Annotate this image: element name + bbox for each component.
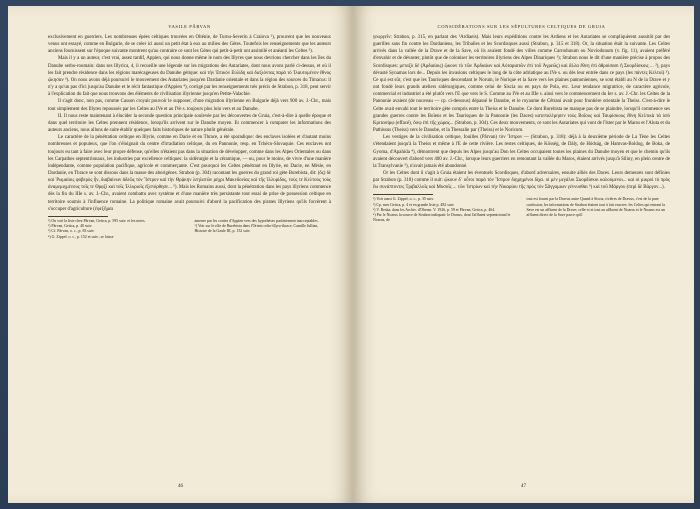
footnote: amener par les contes d'Appien vers des hypothèses parfaitement inacceptables. xyxy=(194,218,319,223)
paragraph: Les vestiges de la civilisation celtique, fouilles (Pârvan) τὸν Ἴστρον — (Strabon, p. 318): déjà à la deuxième période de La Tène les Celtes s'étendaient jusqu'à la Theiss et même à l'E de cette rivière. Les restes celtiques, de Kösség, de Dály, de Hódság, de Hamvas-Boldog, de Boka, de Gyoma, d'Apahida ⁴), démontrent que depuis les Alpes jusqu'au Don les Celtes occupaient toutes les plaines du Danube moyen et que le chemin qu'ils avaient découvert d'abord vers 400 av. J.-Chr., lorsque leurs guerriers en remontant la vallée du Maros, étaient arrivés jusqu'à Siliny, en plein centre de la Transylvanie ⁵), n'avait jamais été abandonné. xyxy=(373,135,670,169)
open-book xyxy=(8,6,694,503)
footnotes-right-page xyxy=(373,197,670,223)
page-number-right: 47 xyxy=(521,484,526,489)
footnote: ⁴) G. Zippel, o. c., p. 152 et suiv., se laisse xyxy=(48,234,114,239)
paragraph: Le caractère de la pénétration celtique en Illyrie, comme en Dacie et en Thrace, a été sporadique: des enclaves isolées et d'autant moins nombreuses et populeux, que l'on s'éloignait du centre d'irradiation celtique, du en Pannonie, resp. en Tchéco-Slovaquie. Ces enclaves ont toujours eu tant à faire avec leur propre défense, qu'elles n'étaient pas dans la situation de développer, comme dans les Alpes Orientales ou dans les Carpathes septentrionaux, les industries par excellence celtiques: la sidérurgie et la céramique, — ou, pour le moins, de vivre d'une manière indépendante, comme population pacifique, agricole et commerçante. C'est pourquoi les Celtes pénétrant en Illyrie, en Dacie, en Mésie, en Dardanie, en Thrace se sont dissous dans la masse des aborigènes. Strabon (p. 304) racontant les guerres du grand roi gète Burebista, dit: (ὅς) δὲ καὶ Ῥωμαίοις φοβερὸς ἦν, διαβαίνων ἀδεῶς τὸν Ἴστρον καὶ τὴν Θρᾴκην λεηλατῶν μέχρι Μακεδονίας καὶ τῆς Ἰλλυρίδος, τούς τε Κελτοὺς τοὺς ἀναμεμιγμένους τοῖς τε Θρᾳξὶ καὶ τοῖς Ἰλλυριοῖς ἐξεπόρθησε... ⁵). Mais les Romains aussi, dont la pénétration dans les pays illyriens commence dès la fin du IIIe s. av. J.-Chr., avaient combattu avec système et d'une manière très persistante tout essai de prise de possession celtique en territoire soumis à l'influence romaine. La politique romaine avait poursuivi d'abord la pacification des pirates Illyriens qu'ils forcèrent à s'occuper d'agriculture (ἐφεξῆμαι xyxy=(48,135,331,212)
footnote: ³) V. Reska, dans les Archiv. d'Oberm. V. 1926, p. 59 et Pârvan, Getica, p. 464. xyxy=(373,207,496,212)
right-page xyxy=(353,6,694,503)
footnote-divider xyxy=(373,194,433,195)
footnote: ⁵) Voir sur le rôle de Burebista dans l'Orient celto-illyro-thrace, Camille Jullian, Histoire de la Gaule III, p. 152 suiv. xyxy=(194,224,319,234)
footnote-column xyxy=(527,197,671,223)
paragraph: Mais il y a un auteur, c'est vrai, assez tardif, Appien, qui nous donne même le nom des Illyres que nous devrions chercher dans les îles du Danube serbo-roumain: dans ses Illyrica, 4, il recueille une légende sur les migrations des Autariates, dont nous avons parlé ci-dessus, et où il les fait prendre résidence dans les régions marécageuses du Danube gétique: καὶ τὴν Ἐπικὸν Εὐλίδη καὶ διεξιόντας παρὰ τὸ Ἰλαυτομένον ἔθνος ᾤκησαν ³). On nous avons déjà poursuivi le mouvement des Autariates jusqu'en Dardanie orientale et dans la région des sources du Timacus: il n'y a qu'un pas d'ici jusqu'au Danube et le récit fantastique d'Appien ⁴), corrigé par les renseignements très précis de Strabon, p. 318, peut servir à l'explication du fait que nous trouvons des éléments de civilisation illyrienne jusqu'en Petite-Valachie. xyxy=(48,56,331,98)
footnote: ²) Pârvan, Getica, p. 40 suiv. xyxy=(48,224,93,229)
footnote-divider xyxy=(48,216,108,217)
paragraph: II. Il nous reste maintenant à élucider la seconde question principale soulevée par les découvertes de Gruia, c'est-à-dire à quelle époque et dans quel territoire les Celtes prennent résidence, lorsqu'ils arrivent sur le Danube moyen. Et commencer à comparer les informations des auteurs anciens, nous allons de suite établir quelques faits historiques de nature plutôt générale. xyxy=(48,113,331,134)
left-page xyxy=(8,6,353,503)
paragraph: Or les Celtes dont il s'agit à Gruia étaient les éventuels Scordisques, d'abord adversaires, ensuite alliés des Daces. Leurs demeures sont définies par Strabon (p. 318) comme il suit: ᾤκουν δ᾽ οὗτοι παρὰ τὸν Ἴστρον διῃρημένοι δίχα. οἱ μὲν μεγάλοι Σκορδίσκοι καλούμενοι... καὶ οἱ μικροὶ τὸ πρὸς ἕω συνάπτοντες Τριβαλλοῖς καὶ Μυσοῖς ... τῶν Ἰστρίων καὶ τὴν Νικαρίου τῆς πρὸς τὸν Σάγγαμιων γέννυσθαι ⁶) καὶ τοῦ Μάργου (περὶ δὲ Βάργον...). xyxy=(373,170,670,191)
footnote-column xyxy=(48,219,185,240)
footnote-column xyxy=(373,197,517,223)
footnote: ³) Cf. Pârvan, o. c., p. 83 suiv. xyxy=(48,229,95,234)
footnote: ¹) Voir aussi G. Zippel, o. c., p. 35 suiv. xyxy=(373,197,435,202)
footnotes-left-page xyxy=(48,219,331,240)
footnote: ⁴) Par le Noarus la source de Strabon indiquait: le Drasus, dont l'affluent septentrional le Noarus, de xyxy=(373,213,511,223)
paragraph: γεωργεῖν: Strabon, p. 315, en parlant des ¹Ardiaeis). Mais leurs expéditions contre les Ardiens et les Autariates se compliquèrent aussitôt par des guerilles sans fin contre les Dardaniens, les Triballes et les Scordisques aussi (Strabon, p. 315 et 318). Or, la situation était la suivante. Les Celtes arrivés dans la vallée de la Drave et de la Save, où ils avaient fondé des villes comme Carrodunum ou Noviodunum (v. fig. 11), avaient préféré d'envahir et de dévaster, plutôt que de coloniser les territoires illyriens des Alpes Dinariques ¹); Strabon nous le dit d'une manière précise à propos des Scordisques: μεταξὺ δὲ (Ἀρδιαίοις) ᾤκουν τὸ τῶν Ἀρδιαίων καὶ Αὐταριατῶν ἐπὶ τοῦ Ἀγρεῶς) καὶ ἄλλα ἔθνη ἐπὶ ἀθροίσασι ἢ Σκορδίσκοις ... ²), pays dévasté Synamas lors de... Depuis les invasions celtiques le long de la côte adriatique au IVe s. ou dès leur entrée dans ce pays (les πάντες Κελτοί) ³). Ce qui est sûr, c'est que les Taurisques descendant le Norum, le Norique et la Save vers les plaines pannoniennes, se sont établi au N de la Drave et y ont fondé leurs grands ateliers sidérurgiques, comme celui de Siscia ou en pays de Pola, etc. Leur tendance migratrice, de caractère agricole, commercial et industriel a été plutôt vers l'E que vers le S. Comme au IVe et au IIIe s. ainsi vers le commencement du Ier s. av. J.-Chr. les Celtes de la Pannonie avaient (de nouveau — cp. ci-dessous) dépassé le Danube, et le royaume de Cêtrani avait pour frontière orientale la Theiss. C'est-à-dire le Celte avait envahi tout le territoire gète compris entre la Theiss et le Danube. Ce dont Burebista ne manque pas de se plaindre, lorsqu'il commence ses grandes guerres contre les Boïens et les Taurisques de la Pannonie (les Daces) κατεπολέμησεν τοὺς Βοΐους καὶ Ταυρίσκους ἔθνη Κελτικὰ τὰ ὑπὸ Κριτασίρῳ (effacé), ὅσῳ ἐπὶ τῆς χώρας... (Strabon, p. 304). Ces deux mouvements, ce sont les Autariates qui vont de l'Ister par le Maros et l'Aluta et du Pathissus (Theiss) vers le Danube, et la Thessalie par (Theiss) et le Noricum. xyxy=(373,35,670,134)
paragraph: exclusivement en guerriers. Les nombreuses épées celtiques trouvées en Olténie, de Turnu-Severin à Craiova ¹), prouvent que les nouveaux venus ont essayé, comme en Bulgarie, de se créer ici aussi un petit état à eux au milieu des Gètes. Toutefois les renseignements que les auteurs anciens fournissent sur l'époque suivante montrent qu'au contraire ce sont les Gètes qui petit-à-petit ont assimilé et anéanti les Celtes ²). xyxy=(48,35,331,55)
footnote: tout est fourni par la Dravus autre Quand à Siscia, rivières de Dravus, c'est de la pure confusion; les informations de Strabon étaient tout à fait exactes: les Celtes qui entrant la Save est un affluent de la Drave; celle-ci et tout au affluent de Noarus et le Noarus est un affluent direct de la Save parce qu'il xyxy=(526,197,666,218)
footnote: ²) Cp. mes Getica, p. 4 et en grande liste p. 482 suiv. xyxy=(373,202,455,207)
page-number-left: 46 xyxy=(178,484,183,489)
running-head-right: CONSIDÉRATIONS SUR LES SÉPULTURES CELTIQUES DE GRUIA xyxy=(437,24,606,29)
footnote: ¹) On voit la liste chez Pârvan, Getica, p. 595 suiv. et les notes. xyxy=(48,218,146,223)
running-head-left: VASILE PÂRVAN xyxy=(168,24,211,29)
footnote-column xyxy=(195,219,332,240)
paragraph: Il s'agit donc, non pas, comme Casson croyait pouvoir le supposer, d'une migration illyrienne en Bulgarie déjà vers 900 av. J.-Chr., mais tout simplement des Illyres repoussés par les Celtes au IVe et au IVe s. toujours plus loin vers et au Danube. xyxy=(48,99,331,112)
